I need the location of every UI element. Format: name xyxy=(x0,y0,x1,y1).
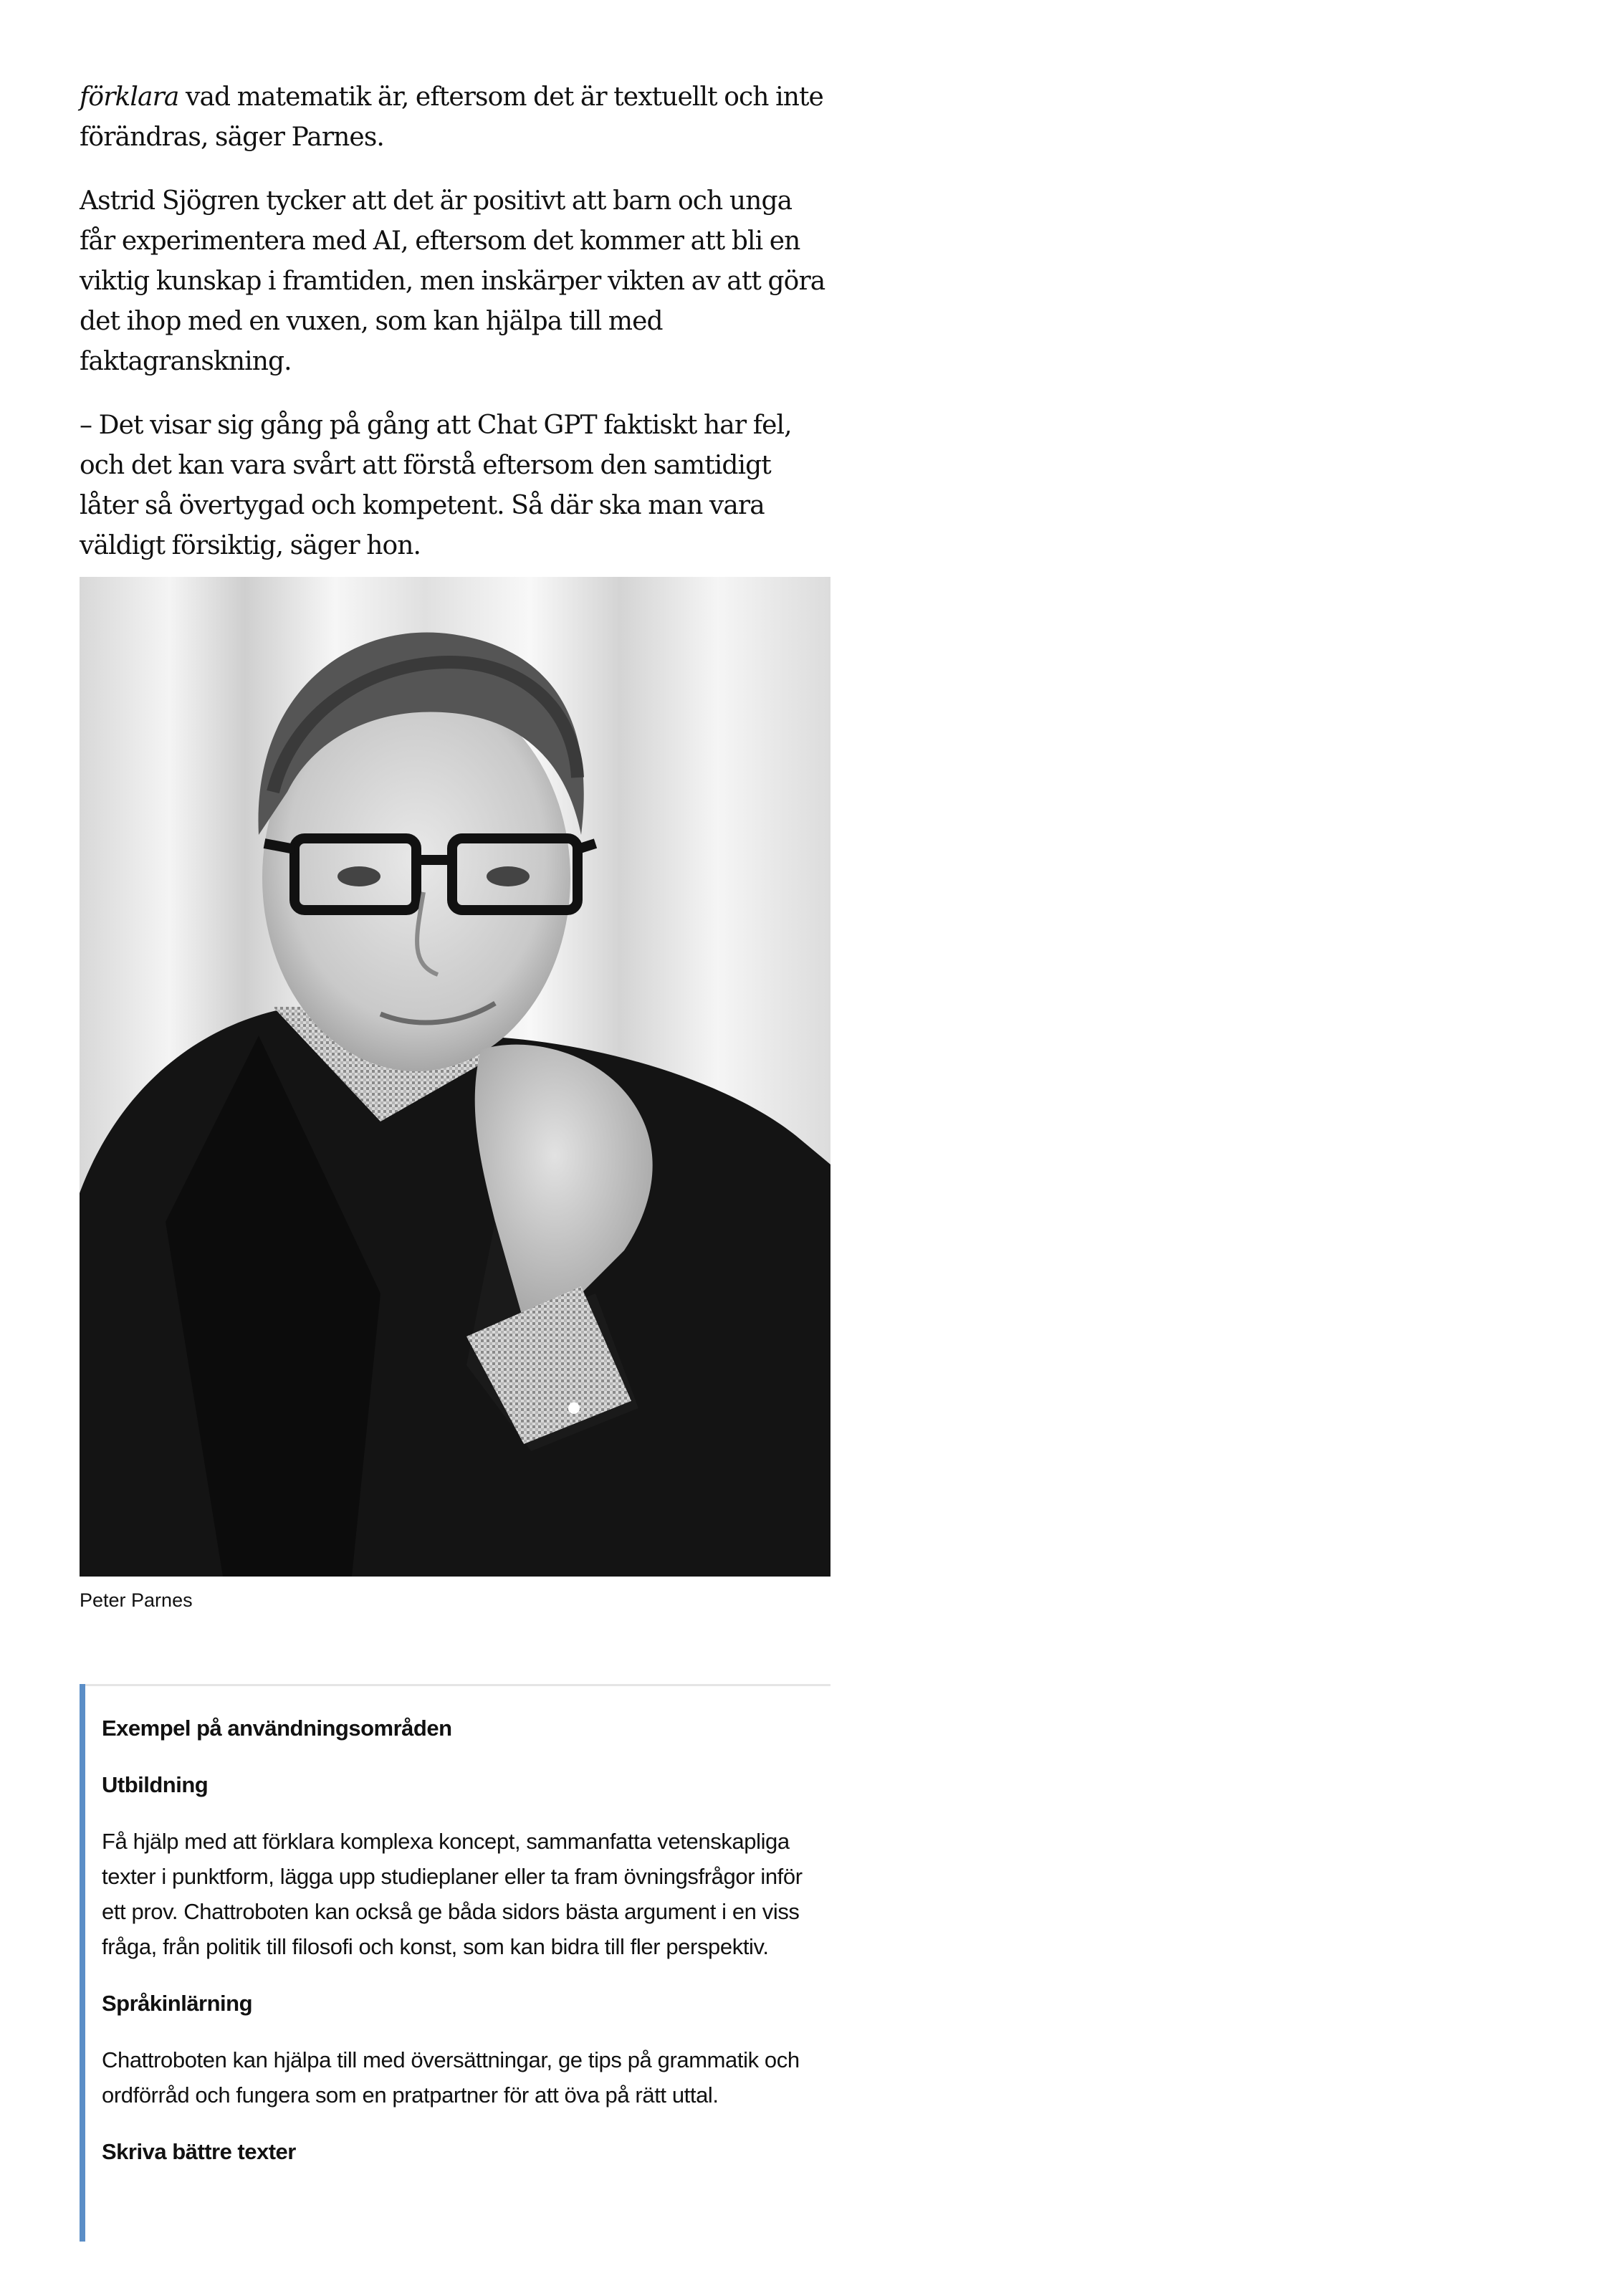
factbox-accent-bar xyxy=(80,1684,85,2242)
paragraph-text: vad matematik är, eftersom det är textuellt och inte förändras, säger Parnes. xyxy=(80,82,823,152)
factbox xyxy=(80,1684,830,2242)
factbox-text-utbildning: Få hjälp med att förklara komplexa koncept, sammanfatta vetenskapliga texter i punktform, lägga upp studieplaner eller ta fram övningsfrågor inför ett prov. Chattroboten kan också ge båda sidors bästa argument i en viss fråga, från politik till filosofi och konst, som kan bidra till fler perspektiv. xyxy=(102,1829,803,1959)
article-paragraph-2 xyxy=(80,181,832,382)
factbox-content xyxy=(102,1711,818,2191)
emphasis-word: förklara xyxy=(80,82,179,112)
paragraph-text: Astrid Sjögren tycker att det är positivt att barn och unga får experimentera med AI, eftersom det kommer att bli en viktig kunskap i framtiden, men inskärper vikten av att göra det ihop med en vuxen, som kan hjälpa till med faktagranskning. xyxy=(80,186,825,376)
article-paragraph-1 xyxy=(80,77,832,158)
factbox-title: Exempel på användningsområden xyxy=(102,1716,452,1741)
portrait-photo xyxy=(80,577,830,1577)
factbox-heading-skriva: Skriva bättre texter xyxy=(102,2139,296,2164)
article-body xyxy=(80,77,832,590)
factbox-heading-utbildning: Utbildning xyxy=(102,1772,209,1797)
factbox-text-sprakinlarning: Chattroboten kan hjälpa till med översättningar, ge tips på grammatik och ordförråd och fungera som en pratpartner för att öva på rätt uttal. xyxy=(102,2047,800,2108)
paragraph-text: – Det visar sig gång på gång att Chat GPT faktiskt har fel, och det kan vara svårt att förstå eftersom den samtidigt låter så övertygad och kompetent. Så där ska man vara väldigt försiktig, säger hon. xyxy=(80,411,792,560)
photo-caption: Peter Parnes xyxy=(80,1589,193,1611)
article-paragraph-3 xyxy=(80,406,832,566)
factbox-heading-sprakinlarning: Språkinlärning xyxy=(102,1991,253,2016)
